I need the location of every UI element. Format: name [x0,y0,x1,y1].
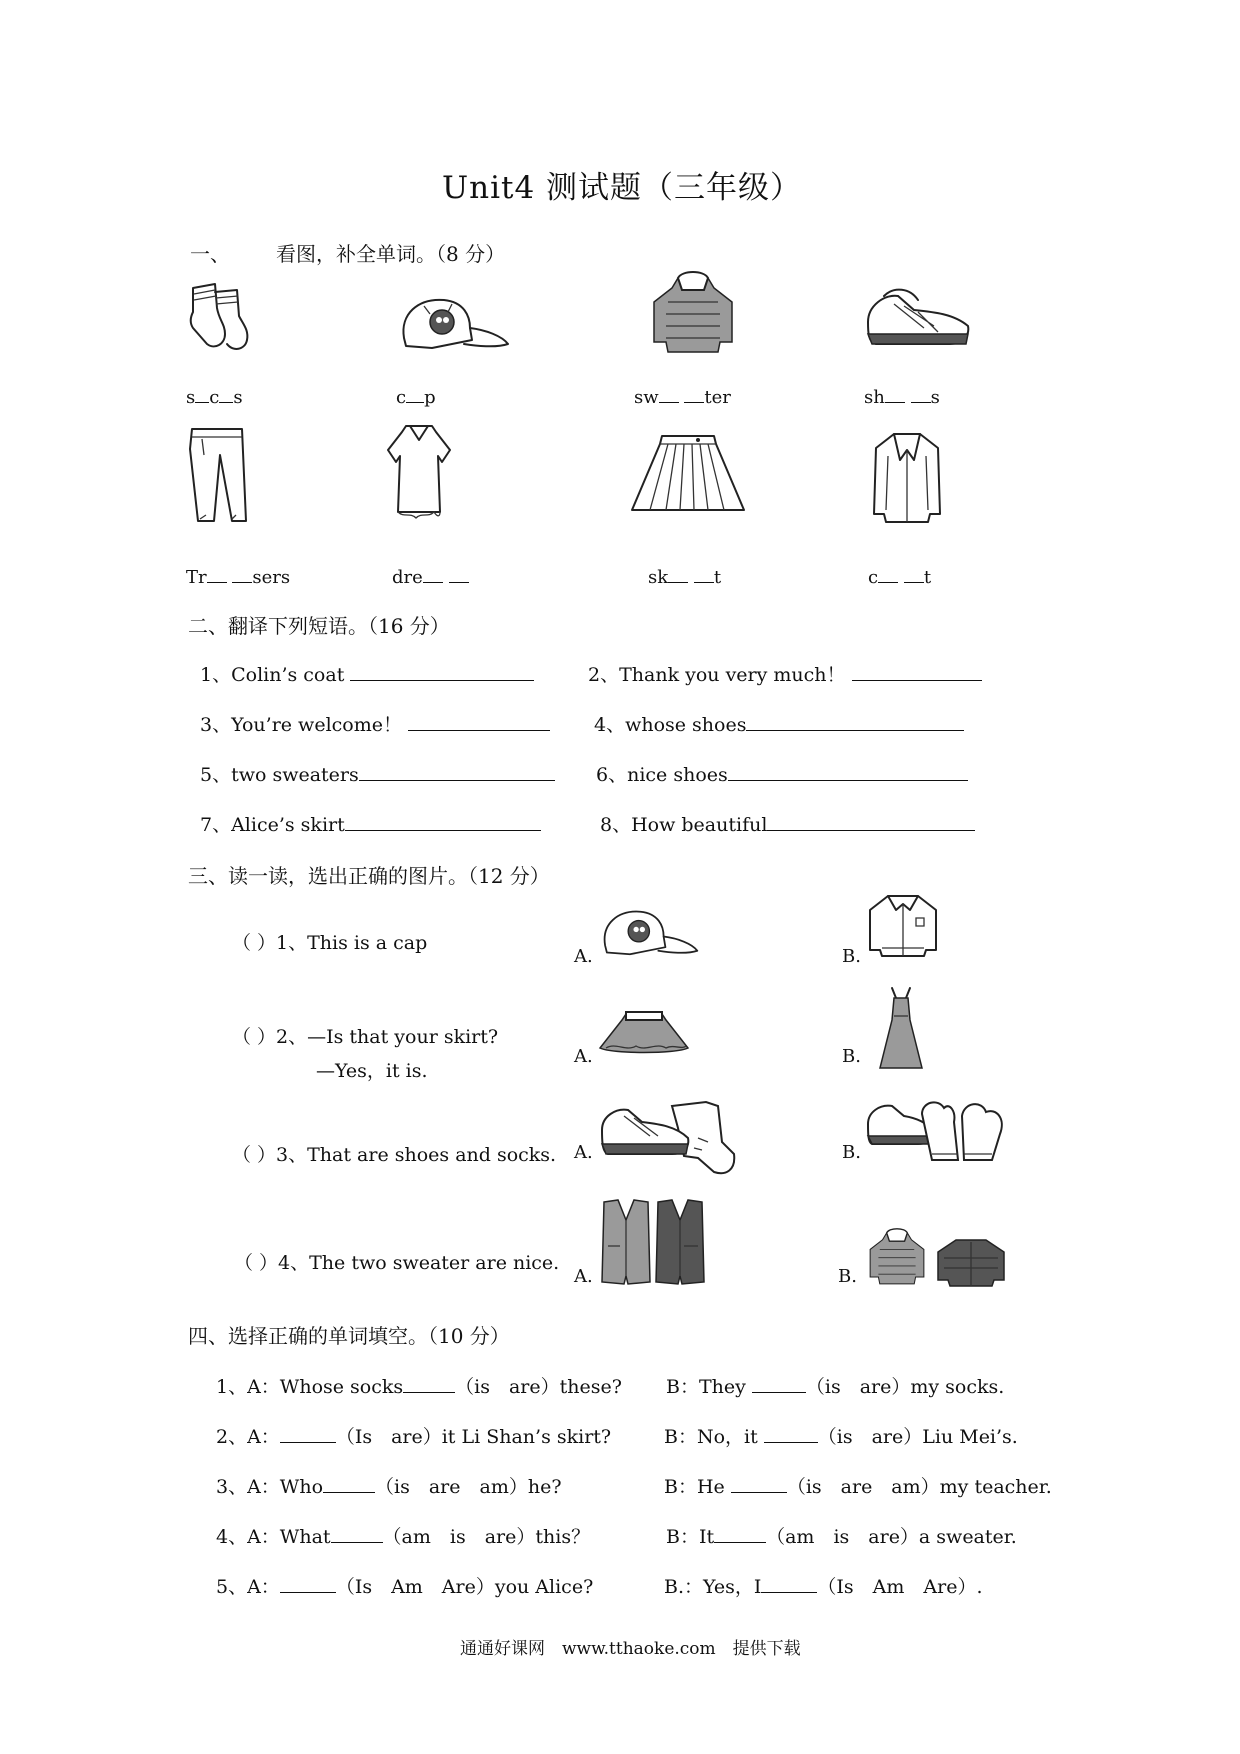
word-skirt: sk t [648,564,721,588]
skirt-icon [628,430,748,520]
phrase-1: 1、Colin’s coat [200,660,534,687]
fill-row-4-a: 4、A：What （am is are）this？ [216,1526,591,1548]
q3-option-a: A. [574,1142,593,1163]
trousers-icon [186,425,250,525]
section-4-title: 四、选择正确的单词填空。（10 分） [188,1324,510,1348]
shoes-icon [864,282,974,352]
section-3-title: 三、读一读，选出正确的图片。（12 分） [188,864,550,888]
fill-row-2-a: 2、A： （Is are）it Li Shan’s skirt? [216,1426,612,1448]
shoes-icon [598,1098,740,1182]
fill-row-1-b: B：They （is are）my socks. [666,1376,1005,1398]
fill-row-3-b: B：He （is are am）my teacher. [664,1476,1052,1498]
socks-icon [185,278,265,358]
phrase-2: 2、Thank you very much！ [588,660,982,687]
q3-option-b: B. [842,1142,861,1163]
fill-row-2-b: B：No，it （is are）Liu Mei’s. [664,1426,1018,1448]
footer: 通通好课网 www.tthaoke.com 提供下载 [460,1639,801,1659]
choice-q2-line1: （ ）2、—Is that your skirt? [232,1026,499,1048]
choice-q4: （ ）4、The two sweater are nice. [234,1252,560,1274]
fill-row-3-a: 3、A：Who （is are am）he? [216,1476,562,1498]
section-1-title: 看图，补全单词。（8 分） [276,242,506,266]
word-shoes: sh s [864,384,940,408]
choice-q3: （ ）3、That are shoes and socks. [232,1144,557,1166]
phrase-3: 3、You’re welcome！ [200,710,550,737]
q4-option-b: B. [838,1266,857,1287]
phrase-5: 5、two sweaters [200,760,555,787]
choice-q1: （ ）1、This is a cap [232,932,428,954]
q1-option-b: B. [842,946,861,967]
section-1-number: 一、 [190,242,230,266]
phrase-6: 6、nice shoes [596,760,968,787]
choice-q2-line2: —Yes，it is. [316,1060,428,1082]
mittens-icon [864,1094,1012,1178]
word-trousers: Tr sers [186,564,290,588]
word-coat: c t [868,564,931,588]
sweater-icon [648,268,738,358]
jacket-icon [866,892,940,960]
cap-icon [598,902,700,964]
fill-row-1-a: 1、A：Whose socks （is are）these? [216,1376,622,1398]
q4-option-a: A. [574,1266,593,1287]
word-socks: s c s [186,384,243,408]
sweater-icon [934,1236,1008,1288]
q2-option-b: B. [842,1046,861,1067]
fill-row-5-b: B.：Yes，I （Is Am Are）. [664,1576,983,1598]
coat-icon [870,430,944,526]
dress-icon [876,986,926,1074]
cap-icon [396,290,511,358]
fill-row-5-a: 5、A： （Is Am Are）you Alice? [216,1576,594,1598]
fill-row-4-b: B：It （am is are）a sweater. [666,1526,1017,1548]
q2-option-a: A. [574,1046,593,1067]
page-title: Unit4 测试题（三年级） [442,170,803,206]
dress-icon [384,422,454,524]
phrase-7: 7、Alice’s skirt [200,810,541,837]
sweater-icon [864,1226,930,1288]
q1-option-a: A. [574,946,593,967]
word-cap: c p [396,384,436,408]
word-dress: dre [392,564,469,588]
section-2-title: 二、翻译下列短语。（16 分） [188,614,450,638]
skirt-icon [596,1008,692,1058]
phrase-4: 4、whose shoes [594,710,964,737]
vest-icon [598,1196,708,1288]
phrase-8: 8、How beautiful [600,810,975,837]
word-sweater: sw ter [634,384,731,408]
